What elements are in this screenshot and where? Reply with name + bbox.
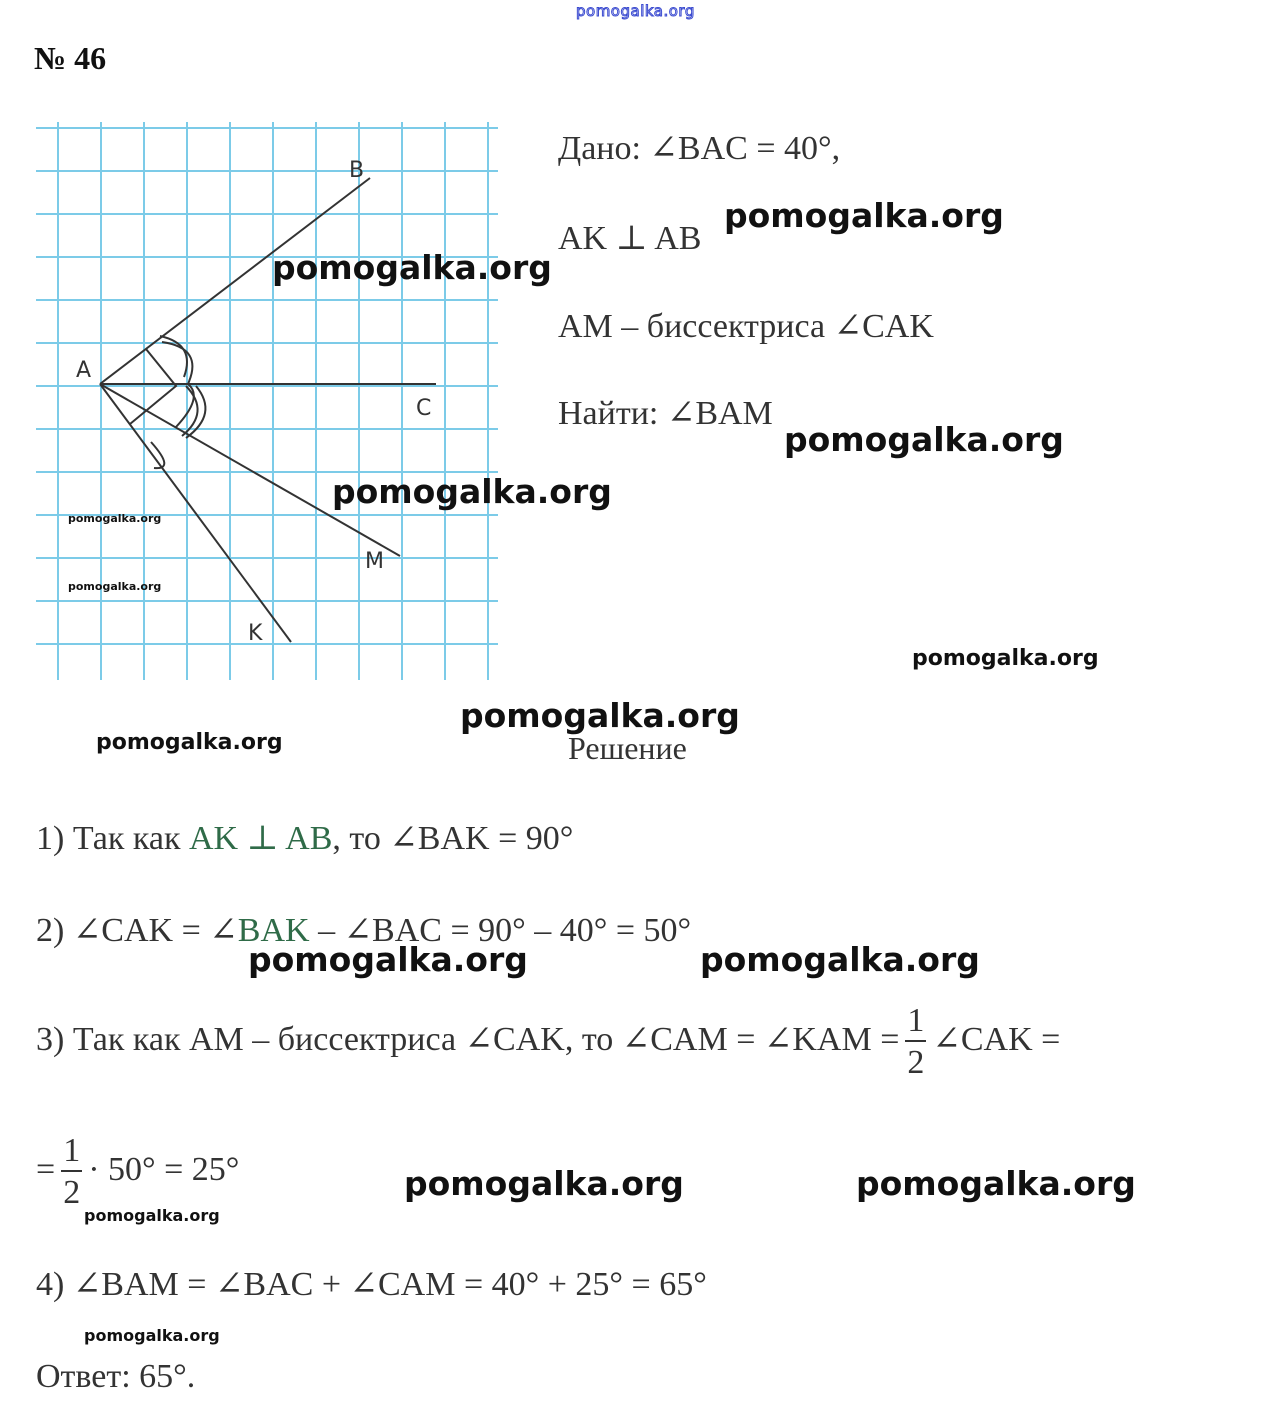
watermark: pomogalka.org — [700, 940, 980, 979]
label-b: B — [349, 158, 365, 183]
step-1 — [36, 818, 573, 858]
watermark: pomogalka.org — [404, 1164, 684, 1203]
label-k: K — [248, 621, 263, 646]
answer: Ответ: 65°. — [36, 1358, 196, 1395]
given-line-2: AK ⊥ AB — [558, 220, 702, 257]
watermark: pomogalka.org — [248, 940, 528, 979]
step-3-text: 3) Так как AM – биссектриса ∠CAK, то ∠CAM = ∠KAM = — [36, 1020, 900, 1058]
figure-watermark-2: pomogalka.org — [68, 580, 162, 593]
step-3b-denominator: 2 — [63, 1174, 81, 1211]
watermark: pomogalka.org — [460, 696, 740, 735]
step-1-suffix: , то ∠BAK = 90° — [332, 820, 574, 857]
watermark: pomogalka.org — [912, 646, 1099, 671]
step-3-fraction — [905, 1004, 926, 1080]
step-3b-fraction — [61, 1134, 82, 1210]
step-2-prefix: 2) ∠CAK = ∠ — [36, 912, 238, 949]
watermark: pomogalka.org — [96, 730, 283, 755]
watermark: pomogalka.org — [84, 1206, 220, 1225]
watermark: pomogalka.org — [272, 248, 552, 287]
geometry-figure — [36, 122, 500, 684]
step-3b-tail: · 50° = 25° — [88, 1150, 240, 1188]
step-2-suffix: – ∠BAC = 90° – 40° = 50° — [309, 912, 692, 949]
given-line-4: Найти: ∠BAM — [558, 395, 773, 432]
watermark: pomogalka.org — [84, 1326, 220, 1345]
label-c: C — [416, 396, 432, 421]
step-3b-numerator: 1 — [61, 1134, 82, 1172]
step-1-prefix: 1) Так как — [36, 820, 189, 857]
step-3 — [36, 1004, 1060, 1080]
solution-heading: Решение — [568, 730, 687, 766]
problem-number: № 46 — [34, 40, 107, 76]
step-3-tail: ∠CAK = — [932, 1020, 1061, 1058]
step-4: 4) ∠BAM = ∠BAC + ∠CAM = 40° + 25° = 65° — [36, 1266, 707, 1303]
step-1-highlight: AK ⊥ AB — [188, 820, 333, 857]
watermark: pomogalka.org — [724, 196, 1004, 235]
step-3b-prefix: = — [36, 1150, 56, 1188]
given-line-1: Дано: ∠BAC = 40°, — [558, 130, 841, 167]
step-3-continued — [36, 1134, 239, 1210]
label-a: A — [76, 358, 92, 383]
figure-watermark-1: pomogalka.org — [68, 512, 162, 525]
step-3-numerator: 1 — [905, 1004, 926, 1042]
given-line-3: AM – биссектриса ∠CAK — [558, 308, 934, 345]
watermark-top: pomogalka.org — [576, 2, 695, 20]
watermark: pomogalka.org — [784, 420, 1064, 459]
watermark: pomogalka.org — [856, 1164, 1136, 1203]
watermark: pomogalka.org — [332, 472, 612, 511]
step-3-denominator: 2 — [907, 1044, 925, 1081]
step-2-highlight: BAK — [237, 912, 310, 949]
label-m: M — [365, 549, 384, 574]
